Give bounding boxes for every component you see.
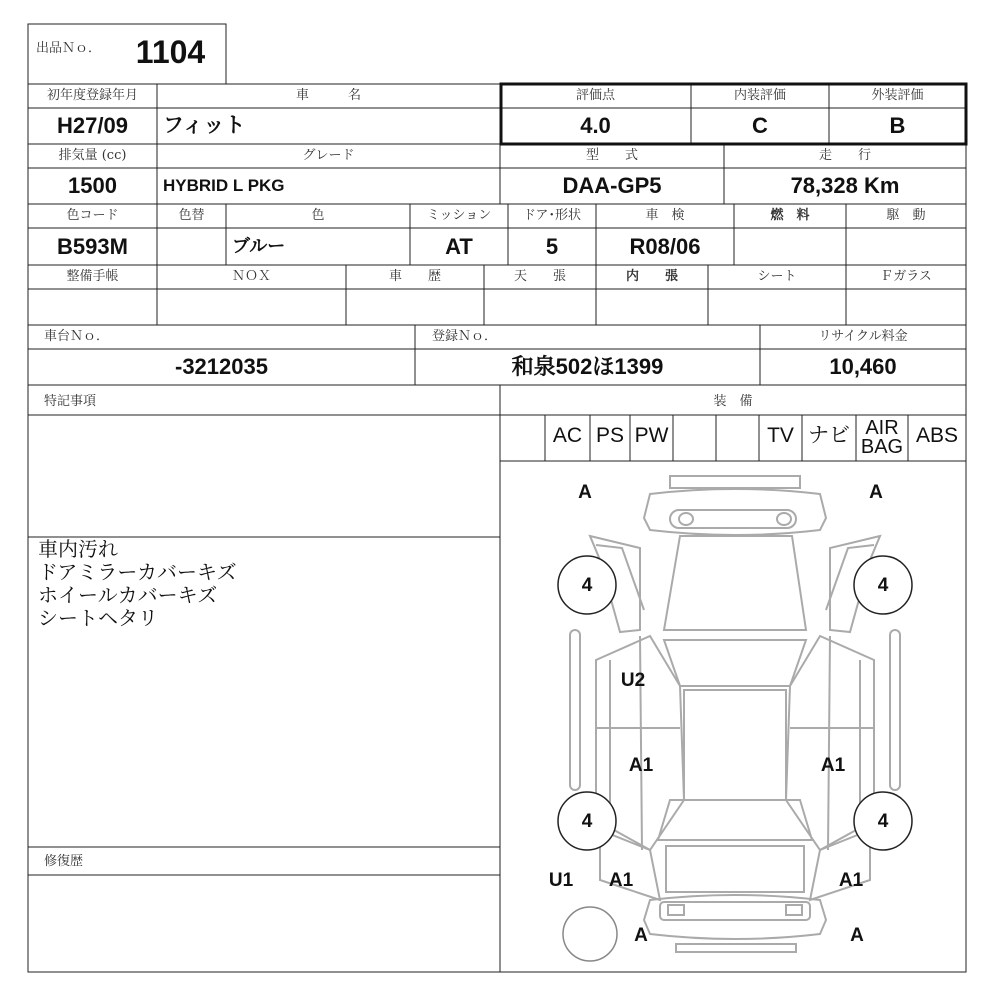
spare-tire-icon: [563, 907, 617, 961]
nox-label: ＮＯＸ: [231, 269, 271, 284]
note-line: 車内汚れ: [38, 537, 118, 561]
mark-tire-fl: 4: [581, 575, 593, 596]
door-value: 5: [545, 234, 559, 259]
reg-label: 登録Ｎｏ．: [432, 329, 498, 344]
interior-label: 内装評価: [733, 88, 786, 103]
chassis-value: -3212035: [175, 354, 268, 379]
color-code-value: B593M: [57, 234, 128, 259]
note-line: シートヘタリ: [38, 606, 158, 630]
color-code-label: 色コード: [66, 208, 119, 223]
seat-label: シート: [757, 269, 797, 284]
repair-history-label: 修復歴: [44, 854, 84, 869]
mark-tire-rl: 4: [581, 811, 593, 832]
equipment-label: 装 備: [713, 394, 753, 409]
interior-value: C: [752, 113, 768, 138]
recycle-value: 10,460: [829, 354, 897, 379]
lot-number: 1104: [135, 34, 206, 70]
lot-number-label: 出品Ｎｏ．: [36, 41, 102, 56]
displacement-value: 1500: [68, 173, 117, 198]
note-line: ホイールカバーキズ: [38, 583, 218, 607]
mileage-label: 走 行: [818, 148, 871, 163]
drive-label: 駆 動: [886, 208, 926, 223]
mark-rear-left: A: [634, 925, 648, 946]
equipment-item-tv: TV: [767, 424, 794, 447]
maint-label: 整備手帳: [66, 269, 119, 284]
grade-label: グレード: [302, 148, 355, 163]
exterior-value: B: [889, 113, 906, 138]
reg-value: 和泉502ほ1399: [511, 354, 664, 379]
notes-label: 特記事項: [44, 394, 97, 409]
mark-front-right: A: [869, 482, 883, 503]
car-name-value: フィット: [163, 114, 246, 137]
model-value: DAA-GP5: [562, 173, 662, 198]
color-label: 色: [311, 208, 325, 223]
car-name-label: 車 名: [295, 88, 361, 103]
mark-front-left: A: [578, 482, 592, 503]
mark-tire-fr: 4: [877, 575, 889, 596]
exterior-label: 外装評価: [871, 88, 924, 103]
equipment-item-pw: PW: [634, 424, 669, 447]
sunroof-label: 天 張: [513, 269, 566, 284]
mission-value: AT: [445, 234, 473, 259]
model-label: 型 式: [585, 148, 638, 163]
mark-pillar-left: U2: [620, 670, 646, 691]
equipment-item-ps: PS: [595, 424, 624, 447]
displacement-label: 排気量 (cc): [58, 148, 127, 163]
first-reg-label: 初年度登録年月: [46, 88, 138, 103]
equipment-item-airbag: AIR BAG: [860, 417, 904, 458]
mark-rear-right-a1: A1: [838, 870, 864, 891]
color-value: ブルー: [232, 236, 286, 256]
mileage-value: 78,328 Km: [790, 173, 900, 198]
interior-trim-label: 内 張: [625, 269, 678, 284]
mark-rear-right: A: [850, 925, 864, 946]
mark-rear-u1: U1: [548, 870, 574, 891]
inspection-value: R08/06: [629, 234, 701, 259]
first-reg-value: H27/09: [57, 113, 128, 138]
mark-rear-left-a1: A1: [608, 870, 634, 891]
door-label: ドア･形状: [522, 208, 582, 223]
mark-door-left: A1: [628, 755, 654, 776]
grade-value: HYBRID L PKG: [163, 176, 285, 195]
fuel-label: 燃 料: [770, 208, 810, 223]
score-value: 4.0: [580, 113, 611, 138]
score-label: 評価点: [575, 88, 615, 103]
inspection-label: 車 検: [645, 208, 685, 223]
chassis-label: 車台Ｎｏ．: [44, 329, 110, 344]
equipment-item-abs: ABS: [915, 424, 959, 447]
mark-door-right: A1: [820, 755, 846, 776]
equipment-item-navi: ナビ: [808, 424, 850, 447]
recycle-label: リサイクル料金: [818, 329, 908, 344]
equipment-item-ac: AC: [552, 424, 583, 447]
fglass-label: Ｆガラス: [880, 269, 932, 284]
color-change-label: 色替: [178, 208, 205, 223]
tire-icons: [558, 556, 912, 961]
mission-label: ミッション: [426, 208, 492, 223]
mark-tire-rr: 4: [877, 811, 889, 832]
history-label: 車 歴: [388, 269, 441, 284]
note-line: ドアミラーカバーキズ: [38, 560, 237, 584]
